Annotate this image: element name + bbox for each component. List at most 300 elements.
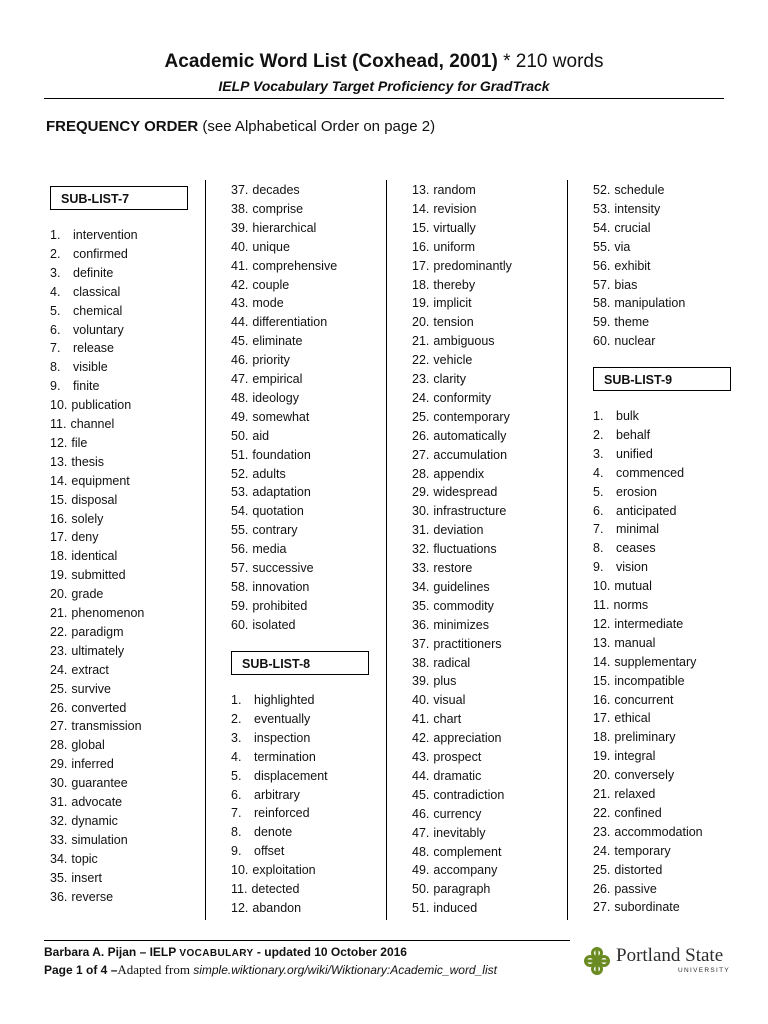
item-number: 39. — [412, 674, 430, 689]
item-number: 6. — [50, 322, 61, 337]
item-word: tension — [433, 315, 474, 330]
item-number: 13. — [50, 454, 68, 469]
item-number: 23. — [593, 824, 611, 839]
word-list-item — [593, 747, 655, 765]
item-word: unique — [252, 239, 290, 254]
item-number: 14. — [412, 201, 430, 216]
item-number: 51. — [231, 447, 249, 462]
word-list-item — [231, 502, 304, 520]
word-list-item — [50, 453, 104, 471]
item-word: foundation — [252, 447, 311, 462]
word-list-item — [231, 899, 301, 917]
item-word: adaptation — [252, 485, 311, 500]
item-number: 25. — [593, 862, 611, 877]
column-divider — [567, 180, 568, 920]
word-list-item — [412, 880, 490, 898]
word-list-item — [231, 559, 314, 577]
item-word: subordinate — [614, 900, 680, 915]
item-number: 46. — [412, 806, 430, 821]
item-number: 2. — [593, 427, 604, 442]
word-list-item — [412, 446, 507, 464]
word-list-item — [593, 634, 655, 652]
word-list-item — [412, 370, 466, 388]
item-word: automatically — [433, 428, 507, 443]
word-list-item — [50, 850, 98, 868]
word-list-item — [412, 824, 486, 842]
word-list-item — [593, 691, 673, 709]
item-number: 19. — [412, 296, 430, 311]
item-number: 37. — [412, 636, 430, 651]
item-number: 55. — [593, 239, 611, 254]
word-list-item — [231, 861, 316, 879]
word-list-item — [50, 831, 128, 849]
item-number: 11. — [593, 598, 610, 612]
header-divider — [44, 98, 724, 99]
word-list-item — [50, 566, 126, 584]
item-word: topic — [71, 851, 98, 866]
item-number: 4. — [593, 465, 604, 480]
item-word: manipulation — [614, 296, 686, 311]
word-list-item — [50, 623, 124, 641]
item-number: 3. — [593, 446, 604, 461]
item-word: isolated — [252, 617, 296, 632]
item-word: prospect — [433, 750, 482, 764]
item-word: implicit — [433, 296, 472, 311]
item-word: currency — [433, 806, 482, 821]
item-number: 18. — [412, 277, 430, 292]
item-word: adults — [252, 466, 286, 481]
item-number: 23. — [412, 372, 430, 386]
item-word: ethical — [614, 711, 651, 726]
item-word: successive — [252, 561, 314, 575]
item-word: deviation — [433, 523, 484, 538]
item-number: 55. — [231, 523, 249, 538]
word-list-item — [412, 427, 506, 445]
word-list-item — [593, 672, 685, 690]
item-number: 21. — [412, 334, 430, 349]
title-count: * 210 words — [497, 51, 604, 72]
item-number: 44. — [412, 768, 430, 783]
item-number: 33. — [50, 832, 68, 847]
item-word: definite — [73, 265, 114, 280]
word-list-item — [593, 219, 651, 237]
item-word: ultimately — [71, 643, 125, 658]
item-number: 16. — [412, 239, 430, 254]
word-list-item — [412, 313, 474, 331]
item-word: thesis — [71, 454, 105, 469]
item-number: 60. — [593, 334, 611, 349]
word-list-item — [412, 257, 512, 275]
word-list-item — [50, 472, 130, 490]
item-number: 17. — [50, 530, 68, 545]
word-list-item — [231, 521, 298, 539]
word-list-item — [231, 389, 299, 407]
footer-divider — [44, 940, 570, 941]
item-number: 20. — [593, 768, 611, 783]
item-word: dramatic — [433, 768, 482, 783]
word-list-item — [50, 377, 99, 395]
item-number: 5. — [593, 484, 604, 499]
item-number: 27. — [593, 900, 611, 915]
item-number: 12. — [50, 435, 68, 450]
word-list-item — [231, 767, 328, 785]
word-list-item — [412, 502, 506, 520]
item-number: 50. — [231, 428, 249, 443]
item-number: 10. — [231, 863, 249, 878]
word-list-item — [231, 540, 286, 558]
item-word: contemporary — [433, 409, 510, 424]
item-word: guarantee — [71, 776, 128, 791]
item-word: vision — [616, 560, 648, 575]
word-list-item — [50, 699, 126, 717]
word-list-item — [593, 709, 651, 727]
word-list-item — [50, 888, 113, 906]
item-number: 51. — [412, 901, 430, 916]
item-word: guidelines — [433, 579, 490, 594]
item-number: 42. — [412, 731, 430, 746]
word-list-item — [231, 370, 302, 388]
item-word: insert — [71, 870, 102, 885]
item-number: 19. — [50, 568, 68, 583]
item-number: 34. — [50, 851, 68, 866]
item-number: 33. — [412, 561, 430, 575]
title-main: Academic Word List (Coxhead, 2001) — [164, 51, 498, 72]
word-list-item — [593, 276, 637, 294]
item-word: disposal — [71, 492, 118, 507]
item-word: incompatible — [614, 673, 685, 688]
item-number: 52. — [231, 466, 249, 481]
item-word: channel — [70, 417, 115, 431]
item-word: grade — [71, 587, 104, 602]
document-title — [0, 50, 768, 74]
word-list-item — [231, 351, 290, 369]
item-word: simulation — [71, 832, 128, 847]
item-number: 29. — [412, 485, 430, 500]
item-word: exploitation — [252, 863, 316, 878]
word-list-item — [50, 358, 108, 376]
item-number: 9. — [593, 560, 604, 575]
item-number: 15. — [50, 492, 68, 507]
item-word: bias — [614, 277, 638, 292]
item-number: 47. — [412, 825, 430, 840]
item-number: 17. — [593, 711, 611, 726]
word-list-item — [231, 710, 310, 728]
word-list-item — [412, 294, 472, 312]
word-list-item — [412, 805, 481, 823]
word-list-item — [412, 181, 476, 199]
item-number: 47. — [231, 372, 249, 386]
item-word: finite — [73, 379, 100, 394]
item-word: abandon — [252, 900, 302, 915]
word-list-item — [412, 843, 501, 861]
footer-page-number: Page 1 of 4 – — [44, 963, 118, 977]
item-word: classical — [73, 284, 121, 299]
item-number: 22. — [593, 805, 611, 820]
footer-adapted: Adapted from — [117, 962, 194, 977]
word-list-item — [50, 774, 128, 792]
word-list-item — [231, 842, 284, 860]
item-word: advocate — [71, 795, 123, 809]
word-list-item — [231, 616, 295, 634]
word-list-item — [231, 313, 327, 331]
word-list-item — [50, 547, 117, 565]
item-word: accommodation — [614, 824, 703, 839]
item-word: induced — [433, 901, 478, 916]
item-word: submitted — [71, 568, 126, 583]
word-list-item — [231, 181, 300, 199]
word-list-item — [593, 653, 696, 671]
item-number: 30. — [50, 776, 68, 791]
word-list-item — [412, 767, 481, 785]
word-list-item — [412, 465, 484, 483]
item-word: confined — [614, 805, 662, 820]
item-number: 18. — [593, 730, 611, 745]
word-list-item — [593, 520, 659, 538]
item-number: 26. — [50, 700, 68, 715]
item-number: 2. — [50, 246, 61, 261]
item-number: 25. — [412, 409, 430, 424]
item-word: paragraph — [433, 882, 491, 897]
item-number: 5. — [231, 768, 242, 783]
word-list-item — [231, 729, 310, 747]
item-word: crucial — [614, 220, 651, 235]
item-word: visible — [73, 360, 108, 375]
item-number: 21. — [593, 787, 611, 801]
item-number: 25. — [50, 681, 68, 696]
word-list-item — [50, 642, 124, 660]
university-logo — [582, 944, 731, 978]
item-word: intermediate — [614, 616, 684, 631]
word-list-item — [50, 680, 111, 698]
item-number: 15. — [593, 673, 611, 688]
item-word: release — [73, 341, 114, 356]
word-list-item — [231, 332, 302, 350]
item-word: quotation — [252, 504, 304, 519]
item-word: publication — [71, 398, 132, 413]
item-number: 4. — [231, 749, 242, 764]
item-word: theme — [614, 315, 650, 330]
word-list-item — [50, 661, 109, 679]
item-word: paradigm — [71, 624, 124, 639]
item-number: 60. — [231, 617, 249, 632]
item-number: 59. — [593, 315, 611, 330]
word-list-item — [593, 257, 651, 275]
item-word: converted — [71, 700, 127, 715]
word-list-item — [593, 577, 652, 595]
item-number: 41. — [231, 258, 249, 273]
item-word: via — [614, 239, 631, 254]
item-word: concurrent — [614, 692, 674, 707]
psu-knot-icon — [582, 945, 612, 977]
item-word: decades — [252, 183, 300, 197]
item-word: confirmed — [73, 246, 128, 261]
word-list-item — [593, 464, 684, 482]
word-list-item — [50, 717, 142, 735]
sublist-8-heading: SUB-LIST-8 — [231, 651, 369, 675]
word-list-item — [412, 654, 470, 672]
word-list-item — [593, 332, 655, 350]
column-divider — [205, 180, 206, 920]
item-word: unified — [616, 446, 653, 461]
logo-university: UNIVERSITY — [678, 967, 731, 974]
item-word: relaxed — [614, 787, 656, 801]
item-word: chart — [433, 712, 462, 727]
item-word: plus — [433, 674, 457, 689]
word-list-item — [50, 736, 105, 754]
word-list-item — [593, 426, 650, 444]
item-word: vehicle — [433, 353, 473, 368]
word-list-item — [593, 558, 648, 576]
word-list-item — [412, 710, 461, 728]
word-list-item — [412, 200, 476, 218]
item-number: 32. — [412, 542, 430, 557]
word-list-item — [50, 302, 122, 320]
item-number: 26. — [412, 428, 430, 443]
item-number: 13. — [593, 635, 611, 650]
word-list-item — [593, 200, 660, 218]
item-word: phenomenon — [71, 606, 145, 620]
word-list-item — [231, 276, 289, 294]
word-list-item — [50, 226, 138, 244]
item-word: widespread — [433, 485, 498, 500]
item-number: 13. — [412, 183, 430, 197]
word-list-item — [231, 427, 269, 445]
word-list-item — [412, 748, 481, 766]
word-list-item — [50, 585, 103, 603]
word-list-item — [412, 540, 497, 558]
footer-updated: - updated 10 October 2016 — [253, 945, 407, 959]
item-number: 6. — [231, 787, 242, 802]
item-word: termination — [254, 749, 316, 764]
item-word: offset — [254, 844, 285, 859]
item-number: 54. — [231, 504, 249, 519]
item-word: dynamic — [71, 813, 118, 828]
item-word: chemical — [73, 303, 123, 318]
item-word: conformity — [433, 390, 492, 405]
item-word: deny — [71, 530, 99, 545]
word-list-item — [593, 313, 649, 331]
item-number: 2. — [231, 711, 242, 726]
item-number: 57. — [231, 561, 249, 575]
item-number: 14. — [593, 654, 611, 669]
word-list-item — [593, 861, 662, 879]
item-number: 14. — [50, 473, 68, 488]
item-number: 6. — [593, 503, 604, 518]
word-list-item — [593, 445, 653, 463]
item-number: 28. — [50, 738, 68, 753]
word-list-item — [231, 219, 316, 237]
item-word: transmission — [71, 719, 142, 734]
word-list-item — [50, 339, 114, 357]
word-list-item — [593, 596, 648, 614]
item-word: ceases — [616, 541, 656, 556]
item-number: 54. — [593, 220, 611, 235]
item-number: 31. — [412, 523, 430, 538]
word-list-item — [412, 238, 475, 256]
item-word: innovation — [252, 579, 310, 594]
word-list-item — [412, 729, 502, 747]
item-number: 17. — [412, 258, 430, 273]
item-word: revision — [433, 201, 477, 216]
item-word: survive — [71, 681, 111, 696]
word-list-item — [50, 793, 122, 811]
word-list-item — [231, 823, 292, 841]
item-word: bulk — [616, 409, 639, 423]
item-word: fluctuations — [433, 542, 497, 557]
frequency-order-note: (see Alphabetical Order on page 2) — [198, 118, 436, 135]
item-number: 57. — [593, 277, 611, 292]
item-word: mode — [252, 296, 284, 311]
item-word: contradiction — [433, 787, 505, 802]
item-number: 12. — [231, 900, 249, 915]
item-number: 24. — [412, 390, 430, 405]
word-list-item — [50, 528, 99, 546]
item-number: 53. — [593, 201, 611, 216]
word-list-item — [50, 321, 124, 339]
word-list-item — [593, 728, 676, 746]
item-word: passive — [614, 881, 657, 896]
item-number: 22. — [412, 353, 430, 368]
item-word: visual — [433, 693, 466, 708]
item-word: accumulation — [433, 447, 508, 462]
word-list-item — [50, 491, 117, 509]
item-word: conversely — [614, 768, 675, 783]
item-number: 56. — [593, 258, 611, 273]
frequency-order-label: FREQUENCY ORDER — [46, 118, 199, 135]
item-number: 38. — [412, 655, 430, 670]
item-number: 8. — [231, 825, 242, 840]
item-word: accompany — [433, 863, 498, 878]
word-list-item — [412, 597, 494, 615]
item-word: complement — [433, 844, 502, 859]
item-number: 56. — [231, 542, 249, 557]
item-word: extract — [71, 662, 109, 677]
item-word: arbitrary — [254, 787, 300, 802]
word-list-item — [593, 181, 664, 199]
item-word: supplementary — [614, 654, 697, 669]
item-number: 19. — [593, 749, 611, 764]
item-number: 43. — [231, 296, 249, 311]
item-number: 18. — [50, 549, 68, 564]
item-word: denote — [254, 825, 293, 840]
item-number: 37. — [231, 183, 249, 197]
word-list-item — [231, 446, 311, 464]
item-number: 1. — [593, 409, 604, 423]
item-word: ideology — [252, 390, 299, 405]
word-list-item — [231, 691, 314, 709]
word-list-item — [50, 869, 102, 887]
item-number: 45. — [412, 787, 430, 802]
word-list-item — [593, 823, 703, 841]
word-list-item — [412, 691, 465, 709]
item-word: commenced — [616, 465, 685, 480]
item-word: intervention — [73, 228, 138, 242]
word-list-item — [231, 257, 337, 275]
word-list-item — [593, 238, 630, 256]
word-list-item — [231, 238, 290, 256]
item-number: 5. — [50, 303, 61, 318]
item-word: infrastructure — [433, 504, 507, 519]
item-number: 23. — [50, 643, 68, 658]
item-word: priority — [252, 353, 290, 368]
item-number: 45. — [231, 334, 249, 349]
word-list-item — [231, 786, 300, 804]
word-list-item — [50, 264, 113, 282]
word-list-item — [50, 812, 118, 830]
item-word: nuclear — [614, 334, 656, 349]
item-word: inspection — [254, 730, 311, 745]
item-word: solely — [71, 511, 104, 526]
